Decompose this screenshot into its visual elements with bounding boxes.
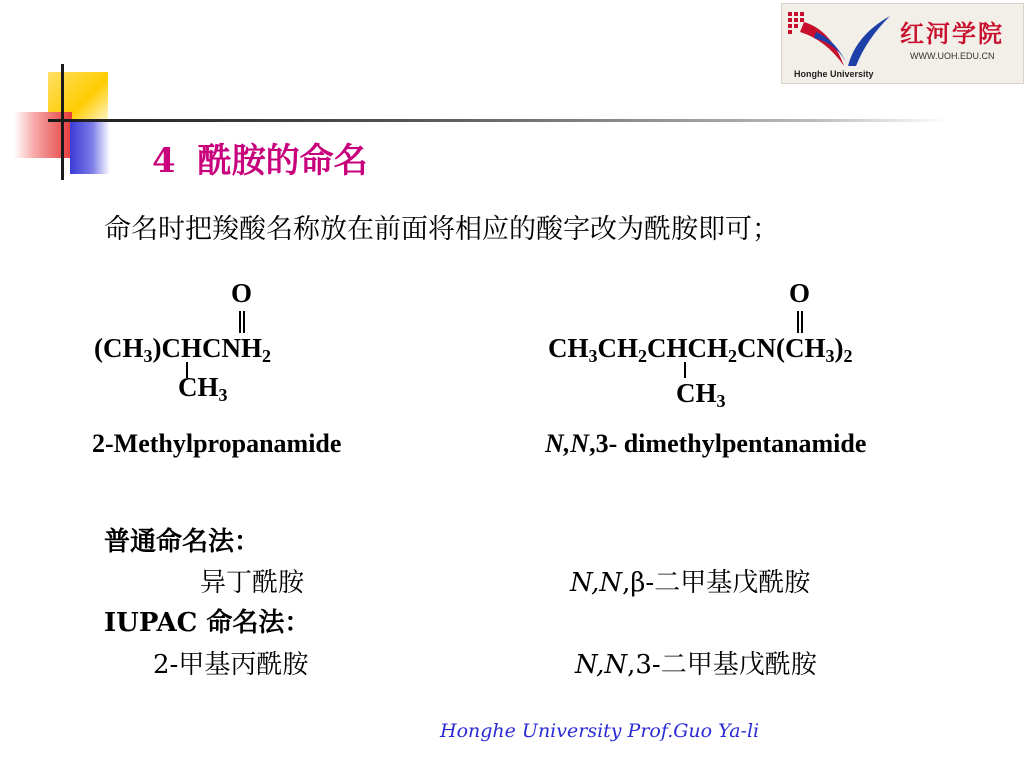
formula-subscript: 2: [843, 346, 853, 366]
decor-vertical-line: [61, 64, 64, 180]
university-logo: [781, 3, 1024, 84]
formula-subscript: 3: [716, 391, 726, 411]
formula-subscript: 2: [638, 346, 647, 366]
footer-credit: Honghe University Prof.Guo Ya-li: [440, 720, 760, 742]
iupac-naming-label: IUPAC 命名法：: [104, 608, 311, 638]
compound-1-name: 2-Methylpropanamide: [92, 429, 342, 458]
logo-emblem-icon: [786, 10, 896, 70]
title-underline: [48, 119, 948, 122]
formula-text: CH: [676, 378, 717, 408]
compound-2-branch: [676, 378, 726, 412]
formula-text: N(CH: [756, 333, 826, 363]
compound-1-main-chain: [94, 333, 271, 367]
iupac-name-2-rest: ,3-二甲基戊酰胺: [627, 650, 817, 680]
iupac-name-1: 2-甲基丙酰胺: [153, 650, 309, 680]
formula-text: NH: [221, 333, 262, 363]
common-name-1: 异丁酰胺: [200, 568, 305, 598]
intro-text: 命名时把羧酸名称放在前面将相应的酸字改为酰胺即可；: [104, 214, 779, 245]
common-naming-label: 普通命名法：: [104, 527, 261, 557]
formula-subscript: 2: [728, 346, 737, 366]
formula-text: CH: [597, 333, 638, 363]
common-name-2: [570, 562, 810, 599]
logo-english-name: Honghe University: [794, 69, 874, 79]
slide-title-text: 酰胺的命名: [197, 141, 368, 181]
common-name-2-prefix: N,N: [570, 568, 623, 598]
formula-text: C: [737, 333, 757, 363]
formula-text: CH: [548, 333, 589, 363]
iupac-name-2: [575, 644, 817, 681]
compound-2-double-bond: [794, 311, 806, 335]
compound-2-name-rest: ,3- dimethylpentanamide: [589, 429, 867, 458]
compound-1-branch: [178, 372, 228, 406]
formula-subscript: 3: [218, 385, 228, 405]
compound-2-name: [545, 429, 866, 459]
compound-2-name-prefix: N,N: [545, 429, 590, 458]
formula-subscript: 3: [588, 346, 598, 366]
formula-subscript: 2: [262, 346, 271, 366]
decor-blue-square: [70, 120, 110, 174]
compound-1-double-bond: [236, 311, 248, 335]
formula-text: CH: [178, 372, 219, 402]
iupac-name-2-prefix: N,N: [575, 650, 628, 680]
formula-subscript: 3: [143, 346, 153, 366]
slide-number: 4: [152, 141, 176, 181]
slide-title: [152, 133, 368, 182]
formula-text: )CH: [152, 333, 202, 363]
compound-2-oxygen: O: [789, 278, 811, 308]
formula-text: CHCH: [647, 333, 728, 363]
formula-text: ): [834, 333, 844, 363]
compound-2-main-chain: [548, 333, 853, 367]
formula-text: C: [202, 333, 222, 363]
common-name-2-rest: ,β-二甲基戊酰胺: [622, 568, 811, 598]
logo-url: WWW.UOH.EDU.CN: [910, 51, 995, 61]
formula-subscript: 3: [825, 346, 835, 366]
formula-text: (CH: [94, 333, 144, 363]
logo-chinese-name: 红河学院: [900, 19, 1004, 48]
compound-1-oxygen: O: [231, 278, 253, 308]
